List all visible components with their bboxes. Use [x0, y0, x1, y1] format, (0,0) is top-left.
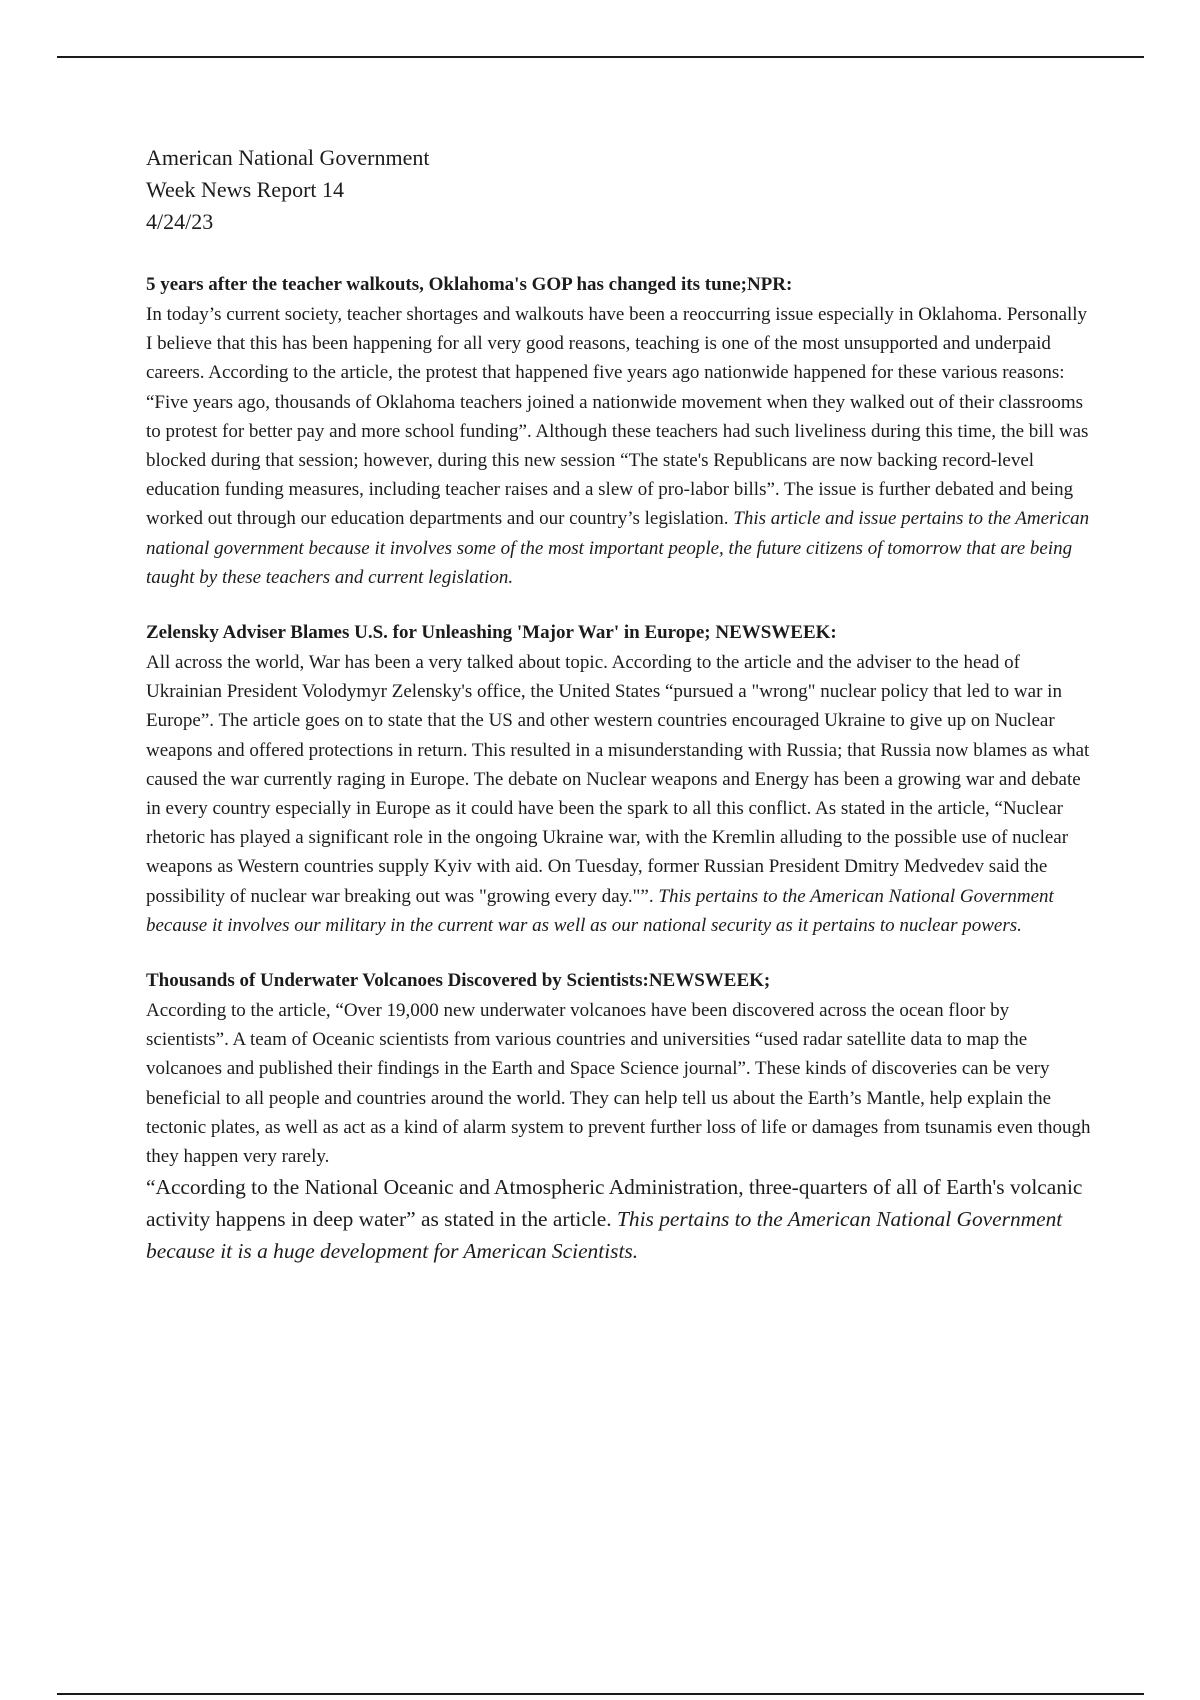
report-title: Week News Report 14	[146, 177, 345, 202]
article-body-text: According to the article, “Over 19,000 new underwater volcanoes have been discovered across the ocean floor by scientists”. A team of Oceanic scientists from various countries and universities “used radar satellite data to map the volcanoes and published their findings in the Earth and Space Science journal”. These kinds of discoveries can be very beneficial to all people and countries around the world. They can help tell us about the Earth’s Mantle, help explain the tectonic plates, as well as act as a kind of alarm system to prevent further loss of life or damages from tsunamis even though they happen very rarely.	[146, 1000, 1091, 1168]
article-body-continued	[146, 1171, 1096, 1267]
article-relevance-note: This article and issue pertains to the American national government because it involves some of the most important people, the future citizens of tomorrow that are being taught by these teachers and current legislation.	[146, 508, 1090, 588]
article-title: 5 years after the teacher walkouts, Oklahoma's GOP has changed its tune;NPR:	[146, 274, 793, 295]
article-relevance-note: This pertains to the American National Government because it is a huge development for American Scientists.	[146, 1207, 1063, 1264]
bottom-rule	[57, 1693, 1144, 1695]
top-rule	[57, 56, 1144, 58]
article-body-quote: “According to the National Oceanic and Atmospheric Administration, three-quarters of all of Earth's volcanic activity happens in deep water” as stated in the article.	[146, 1175, 1083, 1232]
article-zelensky-adviser	[146, 618, 1096, 940]
report-date: 4/24/23	[146, 209, 214, 234]
article-body	[146, 300, 1096, 592]
article-title: Zelensky Adviser Blames U.S. for Unleashing 'Major War' in Europe; NEWSWEEK:	[146, 622, 837, 644]
article-relevance-note: This pertains to the American National Government because it involves our military in the current war as well as our national security as it pertains to nuclear powers.	[146, 885, 1054, 936]
article-body-text: All across the world, War has been a very talked about topic. According to the article and the adviser to the head of Ukrainian President Volodymyr Zelensky's office, the United States “pursued a "wrong" nuclear policy that led to war in Europe”. The article goes on to state that the US and other western countries encouraged Ukraine to give up on Nuclear weapons and offered protections in return. This resulted in a misunderstanding with Russia; that Russia now blames as what caused the war currently raging in Europe. The debate on Nuclear weapons and Energy has been a growing war and debate in every country especially in Europe as it could have been the spark to all this conflict. As stated in the article, “Nuclear rhetoric has played a significant role in the ongoing Ukraine war, with the Kremlin alluding to the possible use of nuclear weapons as Western countries supply Kyiv with aid. On Tuesday, former Russian President Dmitry Medvedev said the possibility of nuclear war breaking out was "growing every day."”.	[146, 652, 1090, 907]
document-content	[146, 142, 1096, 1293]
course-title: American National Government	[146, 145, 430, 170]
article-oklahoma-teachers	[146, 270, 1096, 592]
document-header	[146, 142, 1096, 238]
article-underwater-volcanoes	[146, 966, 1096, 1267]
article-body	[146, 648, 1096, 940]
article-body	[146, 996, 1096, 1171]
article-title: Thousands of Underwater Volcanoes Discovered by Scientists:NEWSWEEK;	[146, 970, 771, 992]
article-body-text: In today’s current society, teacher shortages and walkouts have been a reoccurring issue especially in Oklahoma. Personally I believe that this has been happening for all very good reasons, teaching is one of the most unsupported and underpaid careers. According to the article, the protest that happened five years ago nationwide happened for these various reasons: “Five years ago, thousands of Oklahoma teachers joined a nationwide movement when they walked out of their classrooms to protest for better pay and more school funding”. Although these teachers had such liveliness during this time, the bill was blocked during that session; however, during this new session “The state's Republicans are now backing record-level education funding measures, including teacher raises and a slew of pro-labor bills”. The issue is further debated and being worked out through our education departments and our country’s legislation.	[146, 304, 1089, 530]
